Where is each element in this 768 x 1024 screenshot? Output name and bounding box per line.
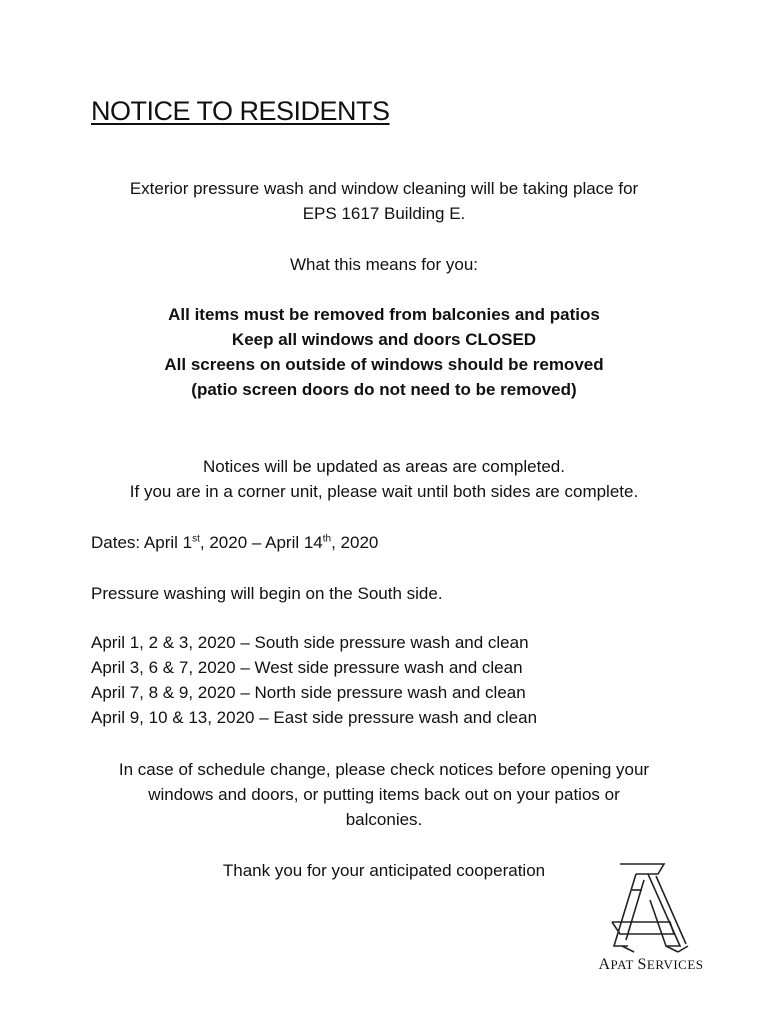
intro-line: Exterior pressure wash and window cleaning will be taking place for <box>129 179 639 198</box>
page-title: NOTICE TO RESIDENTS <box>91 96 390 126</box>
updates-line: If you are in a corner unit, please wait until both sides are complete. <box>129 482 639 501</box>
dates-line <box>91 530 378 555</box>
company-name: APAT SERVICES <box>598 956 704 973</box>
thanks-line: Thank you for your anticipated cooperation <box>222 861 546 880</box>
logo-a-icon <box>608 860 694 954</box>
schedule-change-line: windows and doors, or putting items back out on your patios or <box>148 785 620 804</box>
dates-middle: , 2020 – April 14 <box>199 533 323 552</box>
schedule-list <box>91 630 537 730</box>
schedule-item: April 9, 10 & 13, 2020 – East side pressure wash and clean <box>91 708 538 727</box>
schedule-change-line: balconies. <box>345 810 423 829</box>
schedule-item: April 7, 8 & 9, 2020 – North side pressure wash and clean <box>91 683 526 702</box>
dates-sup-2: th <box>322 533 332 545</box>
dates-sup-1: st <box>192 533 200 545</box>
start-note: Pressure washing will begin on the South side. <box>91 584 443 603</box>
requirement-item: All items must be removed from balconies and patios <box>168 305 600 324</box>
updates-paragraph <box>0 454 768 504</box>
company-logo <box>586 860 716 978</box>
requirement-item: (patio screen doors do not need to be removed) <box>191 380 577 399</box>
schedule-item: April 1, 2 & 3, 2020 – South side pressure wash and clean <box>91 633 529 652</box>
dates-prefix: Dates: April 1 <box>91 533 193 552</box>
requirements-list <box>0 302 768 402</box>
intro-paragraph <box>0 176 768 226</box>
requirement-item: All screens on outside of windows should be removed <box>164 355 604 374</box>
schedule-item: April 3, 6 & 7, 2020 – West side pressure wash and clean <box>91 658 523 677</box>
intro-line: EPS 1617 Building E. <box>302 204 466 223</box>
dates-suffix: , 2020 <box>331 533 379 552</box>
updates-line: Notices will be updated as areas are completed. <box>203 457 565 476</box>
requirement-item: Keep all windows and doors CLOSED <box>231 330 537 349</box>
schedule-change-line: In case of schedule change, please check notices before opening your <box>118 760 650 779</box>
schedule-change-paragraph <box>0 757 768 832</box>
means-heading: What this means for you: <box>289 255 479 274</box>
